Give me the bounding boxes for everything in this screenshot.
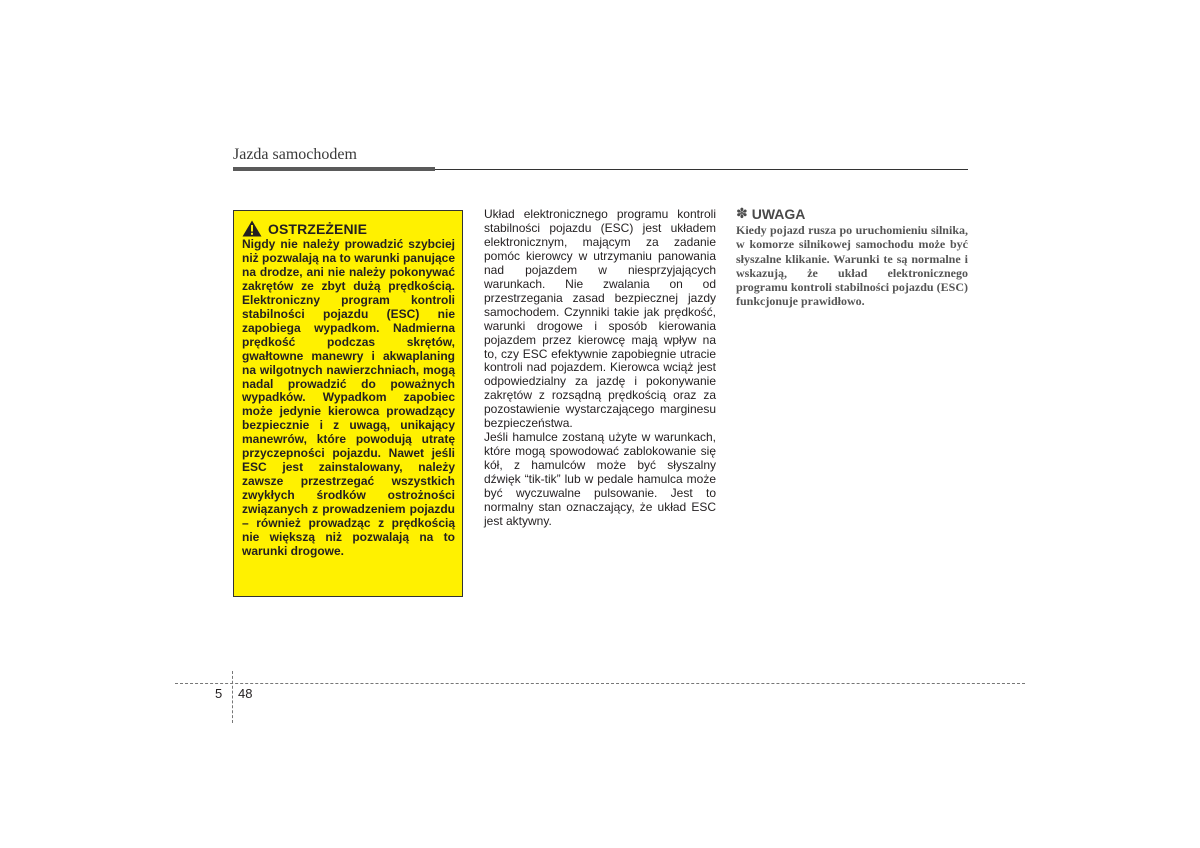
section-title: Jazda samochodem [233, 146, 357, 163]
notice-text: Kiedy pojazd rusza po uruchomieniu silnika, w komorze silnikowej samochodu może być słyszalne klikanie. Warunki te są normalne i wskazują, że układ elektronicznego programu kontroli stabilności pojazdu (ESC) funkcjonuje prawidłowo. [736, 223, 968, 309]
warning-box [233, 210, 463, 597]
footer-divider-vertical [232, 671, 233, 723]
esc-paragraph-2: Jeśli hamulce zostaną użyte w warunkach, które mogą spowodować zablokowanie się kół, z hamulców może być słyszalny dźwięk “tik-tik” lub w pedale hamulca może być wyczuwalne pulsowanie. Jest to normalny stan oznaczający, że układ ESC jest aktywny. [484, 430, 716, 528]
notice-title: UWAGA [751, 206, 806, 222]
asterisk-icon: ✽ [736, 206, 748, 222]
esc-description [484, 208, 716, 529]
notice-box [736, 206, 968, 309]
chapter-number: 5 [215, 686, 223, 701]
warning-title: OSTRZEŻENIE [268, 220, 368, 237]
warning-heading [242, 220, 455, 237]
notice-heading [736, 206, 968, 222]
warning-text: Nigdy nie należy prowadzić szybciej niż pozwalają na to warunki panujące na drodze, ani nie należy pokonywać zakrętów ze zbyt dużą prędkością. Elektroniczny program kontroli stabilności pojazdu (ESC) nie zapobiega wypadkom. Nadmierna prędkość podczas skrętów, gwałtowne manewry i akwaplaning na wilgotnych nawierzchniach, mogą nadal prowadzić do poważnych wypadków. Wypadkom zapobiec może jedynie kierowca prowadzący bezpiecznie i z uwagą, unikający manewrów, które powodują utratę przyczepności pojazdu. Nawet jeśli ESC jest zainstalowany, należy zawsze przestrzegać wszystkich zwykłych środków ostrożności związanych z prowadzeniem pojazdu – również prowadząc z prędkością nie większą niż pozwalają na to warunki drogowe. [242, 237, 455, 558]
page-number: 48 [238, 686, 253, 701]
esc-paragraph-1: Układ elektronicznego programu kontroli stabilności pojazdu (ESC) jest układem elektronicznym, mającym za zadanie pomóc kierowcy w utrzymaniu panowania nad pojazdem w niesprzyjających warunkach. Nie zwalania on od przestrzegania zasad bezpiecznej jazdy samochodem. Czynniki takie jak prędkość, warunki drogowe i sposób kierowania pojazdem przez kierowcę mają wpływ na to, czy ESC efektywnie zapobiegnie utracie kontroli nad pojazdem. Kierowca wciąż jest odpowiedzialny za jazdę i pokonywanie zakrętów z rozsądną prędkością oraz za pozostawienie wystarczającego marginesu bezpieczeństwa. [484, 207, 716, 431]
warning-triangle-icon [242, 220, 262, 237]
header-rule-accent [233, 167, 435, 171]
footer-divider [175, 683, 1025, 684]
